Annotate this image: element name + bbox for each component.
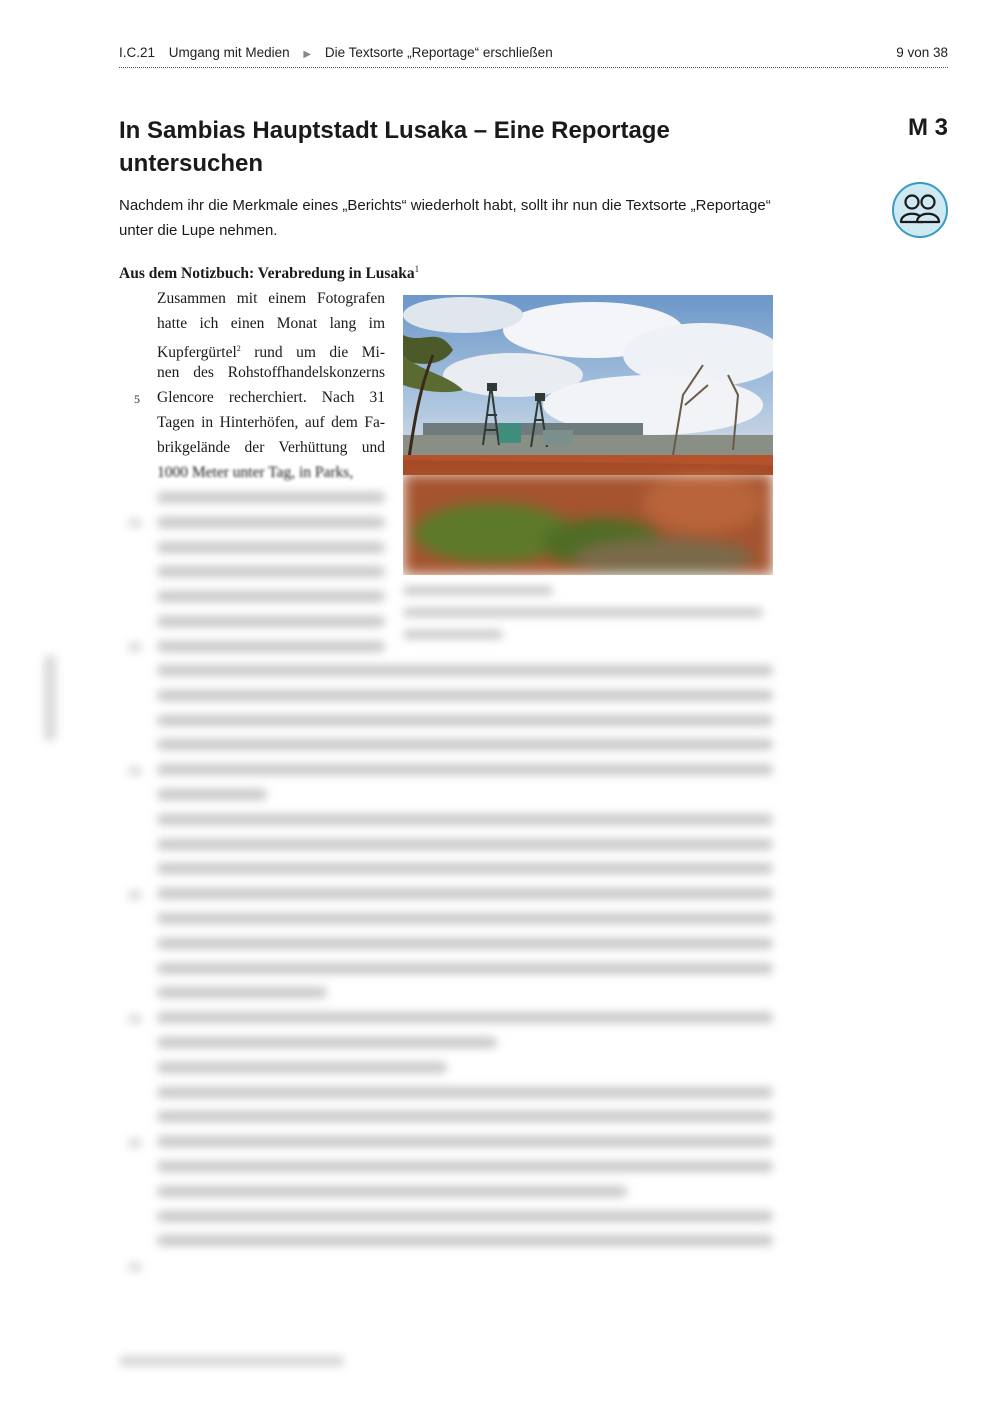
- triangle-right-icon: ▶: [303, 49, 312, 60]
- footnote-marker: 2: [236, 343, 241, 353]
- footnote-marker: 1: [414, 264, 420, 274]
- photo-caption-redacted: [403, 586, 773, 652]
- text-line: [157, 337, 385, 362]
- mine-photo: [403, 295, 773, 575]
- header-divider: [119, 67, 948, 68]
- redacted-text-wide: [157, 665, 773, 1260]
- material-code: M 3: [907, 114, 948, 141]
- blurred-photo-area: [403, 473, 773, 575]
- text-line: Tagen in Hinterhöfen, auf dem Fa-: [157, 413, 385, 431]
- redacted-text-narrow: [157, 492, 385, 666]
- text-line: brikgelände der Verhüttung und: [157, 438, 385, 456]
- page-title: In Sambias Hauptstadt Lusaka – Eine Reportage untersuchen: [119, 117, 670, 177]
- article-subheading: [119, 264, 419, 283]
- page-counter: 9 von 38: [896, 45, 948, 60]
- article-text-column: [157, 287, 385, 485]
- breadcrumb: [119, 45, 563, 60]
- intro-text: Nachdem ihr die Merkmale eines „Berichts“ wiederholt habt, sollt ihr nun die Textsorte „Reportage“ unter die Lupe nehmen.: [119, 197, 771, 239]
- text-line: Zusammen mit einem Fotografen: [157, 290, 385, 307]
- partner-work-icon: [892, 182, 948, 238]
- text-fragment: Kupfergürtel: [157, 343, 237, 361]
- redacted-copyright: [44, 655, 56, 741]
- unit-code: I.C.21: [119, 45, 156, 60]
- text-line: 1000 Meter unter Tag, in Parks,: [157, 463, 354, 481]
- line-number: 5: [134, 392, 140, 406]
- text-line: hatte ich einen Monat lang im: [157, 314, 385, 332]
- text-fragment: rund um die Mi-: [240, 343, 385, 361]
- text-line: nen des Rohstoffhandelskonzerns: [157, 364, 385, 382]
- subheading-text: Aus dem Notizbuch: Verabredung in Lusaka: [119, 265, 415, 283]
- text-line: Glencore recherchiert. Nach 31: [157, 389, 385, 407]
- section-name: Umgang mit Medien: [168, 45, 290, 60]
- topic-name: Die Textsorte „Reportage“ erschließen: [324, 45, 553, 60]
- redacted-footer: [119, 1356, 344, 1366]
- page-header: [119, 45, 948, 69]
